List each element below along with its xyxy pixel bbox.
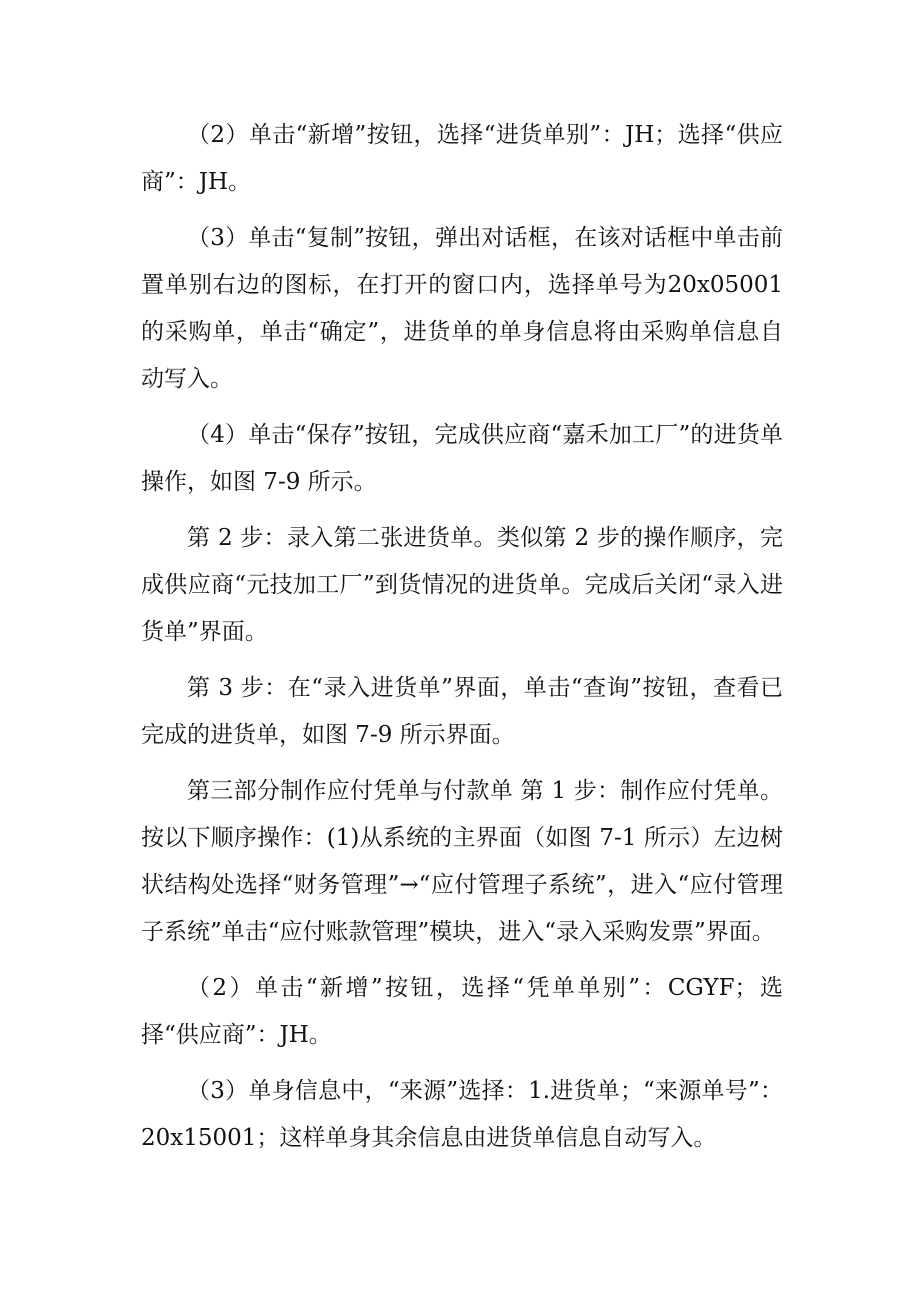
paragraph-step-2-new: （2）单击“新增”按钮，选择“进货单别”：JH；选择“供应商”：JH。 xyxy=(141,122,783,195)
paragraph-part-three: 第三部分制作应付凭单与付款单 第 1 步：制作应付凭单。按以下顺序操作：(1)从系统的主界面（如图 7-1 所示）左边树状结构处选择“财务管理”→“应付管理子系统”，进入“应付管理子系统”单击“应付账款管理”模块，进入“录入采购发票”界面。 xyxy=(141,778,783,945)
paragraph-step-3-copy: （3）单击“复制”按钮，弹出对话框，在该对话框中单击前置单别右边的图标，在打开的窗口内，选择单号为20x05001 的采购单，单击“确定”，进货单的单身信息将由采购单信息自动写入。 xyxy=(141,225,783,392)
paragraph-voucher-source: （3）单身信息中，“来源”选择：1.进货单；“来源单号”：20x15001；这样单身其余信息由进货单信息自动写入。 xyxy=(141,1078,783,1151)
paragraph-voucher-new: （2）单击“新增”按钮，选择“凭单单别”：CGYF；选择“供应商”：JH。 xyxy=(141,975,783,1048)
paragraph-query-receipts: 第 3 步：在“录入进货单”界面，单击“查询”按钮，查看已完成的进货单，如图 7-9 所示界面。 xyxy=(141,675,783,748)
paragraph-second-receipt: 第 2 步：录入第二张进货单。类似第 2 步的操作顺序，完成供应商“元技加工厂”到货情况的进货单。完成后关闭“录入进货单”界面。 xyxy=(141,525,783,645)
paragraph-step-4-save: （4）单击“保存”按钮，完成供应商“嘉禾加工厂”的进货单操作，如图 7-9 所示。 xyxy=(141,422,783,495)
document-body xyxy=(141,112,783,1171)
